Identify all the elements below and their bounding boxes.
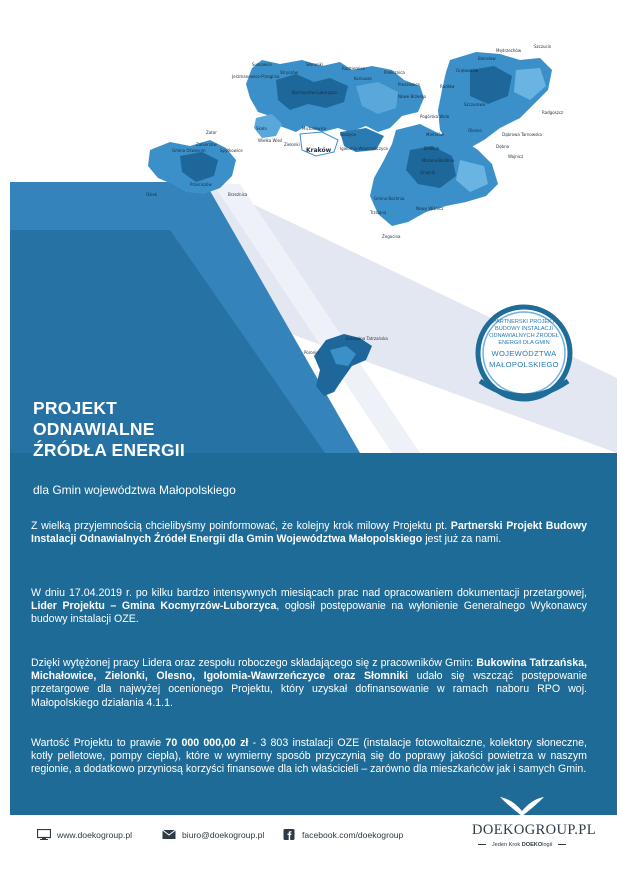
map-label: Radłów	[440, 84, 455, 89]
map-label: Bolesław	[478, 56, 496, 61]
map-label: Stryszów	[280, 70, 299, 75]
map-label: Drwinia	[424, 146, 440, 151]
doekogroup-logo-name: DOEKOGROUP.PL	[472, 822, 597, 838]
map-label: Gmina Bochnia	[374, 196, 405, 201]
map-label: Dębno	[496, 144, 510, 149]
map-label: Jerzmanowice-Przeginia	[232, 74, 280, 79]
page-title	[33, 398, 185, 461]
map-label: Gnojnik	[420, 170, 436, 175]
tagline-bold: DOEKO	[521, 842, 543, 848]
map-label: Szczurowa	[464, 102, 486, 107]
page-subtitle: dla Gmin województwa Małopolskiego	[33, 483, 236, 497]
map-label: Poronin	[304, 350, 319, 355]
map-label: Nowe Brzesko	[398, 94, 427, 99]
map-label: Przeciszów	[190, 182, 212, 187]
map-label: Trzciana	[370, 210, 387, 215]
map-label: Osiek	[146, 192, 158, 197]
map-label: Michałowice	[302, 126, 327, 131]
title-line-3: ŹRÓDŁA ENERGII	[33, 440, 185, 460]
paragraph-bold: 70 000 000,00 zł	[165, 737, 249, 749]
map-label: Mszana-Bochnia	[422, 158, 455, 163]
badge-line: ENERGII DLA GMIN	[498, 340, 550, 346]
map-label: Olesno	[468, 128, 482, 133]
tagline-text: logii	[542, 842, 553, 848]
map-label: Zabierzów	[196, 142, 217, 147]
paragraph-text: Z wielką przyjemnością chcielibyśmy poinformować, że kolejny krok milowy Projektu pt.	[31, 520, 451, 532]
doekogroup-logo-mark	[498, 795, 546, 817]
paragraph-bold: Lider Projektu – Gmina Kocmyrzów-Luborzyca	[31, 600, 277, 613]
map-label: Słomniki	[306, 62, 324, 67]
map-label: Skała	[256, 126, 267, 131]
map-label: Sułkowice	[252, 62, 272, 67]
paragraph-1	[31, 520, 587, 546]
envelope-icon	[162, 829, 176, 840]
map-label: Mietniów	[426, 132, 444, 137]
paragraph-text: Wartość Projektu to prawie	[31, 737, 166, 749]
map-label: Zielonki	[284, 142, 300, 147]
map-label: Kocmyrzów-Luborzyca	[292, 90, 337, 95]
footer-website[interactable]	[37, 829, 132, 840]
map-label: Spytkowice	[220, 148, 243, 153]
paragraph-text: - 3 803 instalacji OZE (instalacje fotowoltaiczne, kolektory słoneczne, kotły pelletowe, pompy ciepła), które w wymierny sposób przyczynią się do poprawy jakości powietrza w naszym regionie, a dodatkowo przyniosą korzyści finansowe dla ich właścicieli – zarówno dla mieszkańców jak i samych Gmin.	[31, 737, 588, 776]
map-label: Zator	[206, 130, 217, 135]
paragraph-text: jest już za nami.	[422, 533, 502, 546]
badge-line-big: MAŁOPOLSKIEGO	[489, 360, 559, 369]
facebook-icon	[282, 829, 296, 840]
paragraph-text: W dniu 17.04.2019 r. po kilku bardzo intensywnych miesiącach prac nad opracowaniem dokumentacji przetargowej,	[31, 587, 587, 599]
paragraph-text: udało się wszcząć postępowanie przetargowe dla najwyżej ocenionego Projektu, który uzyskał dofinansowanie w ramach naboru RPO woj. Małopolskiego działania 4.1.1.	[31, 670, 587, 709]
paragraph-text: , ogłosił postępowanie na wyłonienie Generalnego Wykonawcy budowy instalacji OZE.	[31, 600, 587, 626]
map-label: Wielka Wieś	[258, 138, 283, 143]
badge-line: BUDOWY INSTALACJI	[495, 326, 553, 332]
map-label: Proszowice	[398, 82, 421, 87]
paragraph-4	[31, 737, 587, 777]
map-label: Szczucin	[534, 44, 552, 49]
badge-text	[478, 319, 570, 369]
map-label: Koniusza	[354, 76, 372, 81]
map-label: Radgoszcz	[542, 110, 564, 115]
badge-line: PARTNERSKI PROJEKT	[492, 319, 556, 325]
monitor-icon	[37, 829, 51, 840]
footer-email-text: biuro@doekogroup.pl	[182, 829, 265, 840]
paragraph-bold: Partnerski Projekt Budowy Instalacji Odnawialnych Źródeł Energii dla Gmin Województwa Małopolskiego	[31, 520, 587, 546]
title-line-2: ODNAWIALNE	[33, 419, 155, 439]
map-label: Nowy Wiśnicz	[416, 206, 444, 211]
paragraph-2	[31, 587, 587, 627]
map-label: Żegocina	[382, 234, 401, 239]
footer-email[interactable]	[162, 829, 264, 840]
map-label: Pałecznica	[384, 70, 405, 75]
paragraph-bold: Bukowina Tatrzańska, Michałowice, Zielonki, Olesno, Igołomia-Wawrzeńczyce oraz Słomniki	[31, 657, 588, 683]
footer-website-text: www.doekogroup.pl	[57, 829, 133, 840]
footer-facebook-text: facebook.com/doekogroup	[302, 829, 404, 840]
map-label: Gręboszów	[456, 68, 479, 73]
map-label: Dąbrowa Tarnowska	[502, 132, 542, 137]
map-label: Koszyce	[340, 132, 357, 137]
map-label: Bukowina Tatrzańska	[346, 336, 388, 341]
map-label: Radziemice	[342, 66, 366, 71]
paragraph-text: Dzięki wytężonej pracy Lidera oraz zespołu roboczego składającego się z pracowników Gmin:	[31, 657, 477, 669]
map-label: Wojnicz	[508, 154, 524, 159]
tagline-text: Jeden Krok	[491, 842, 522, 848]
map-label: Mędrzechów	[496, 48, 522, 53]
map-label: Igołomia-Wawrzeńczyce	[340, 146, 388, 151]
map-label-krakow: Kraków	[306, 147, 332, 154]
doekogroup-tagline	[472, 842, 572, 848]
footer-facebook[interactable]	[282, 829, 403, 840]
map-label: Brzeźnica	[228, 192, 248, 197]
title-line-1: PROJEKT	[33, 398, 118, 418]
map-label: Pogórska Wola	[420, 114, 450, 119]
badge-line-big: WOJEWÓDZTWA	[491, 349, 557, 358]
badge-line: ODNAWIALNYCH ŹRÓDEŁ	[489, 333, 559, 339]
paragraph-3	[31, 657, 587, 710]
map-label: Gmina Oświęcim	[172, 148, 206, 153]
